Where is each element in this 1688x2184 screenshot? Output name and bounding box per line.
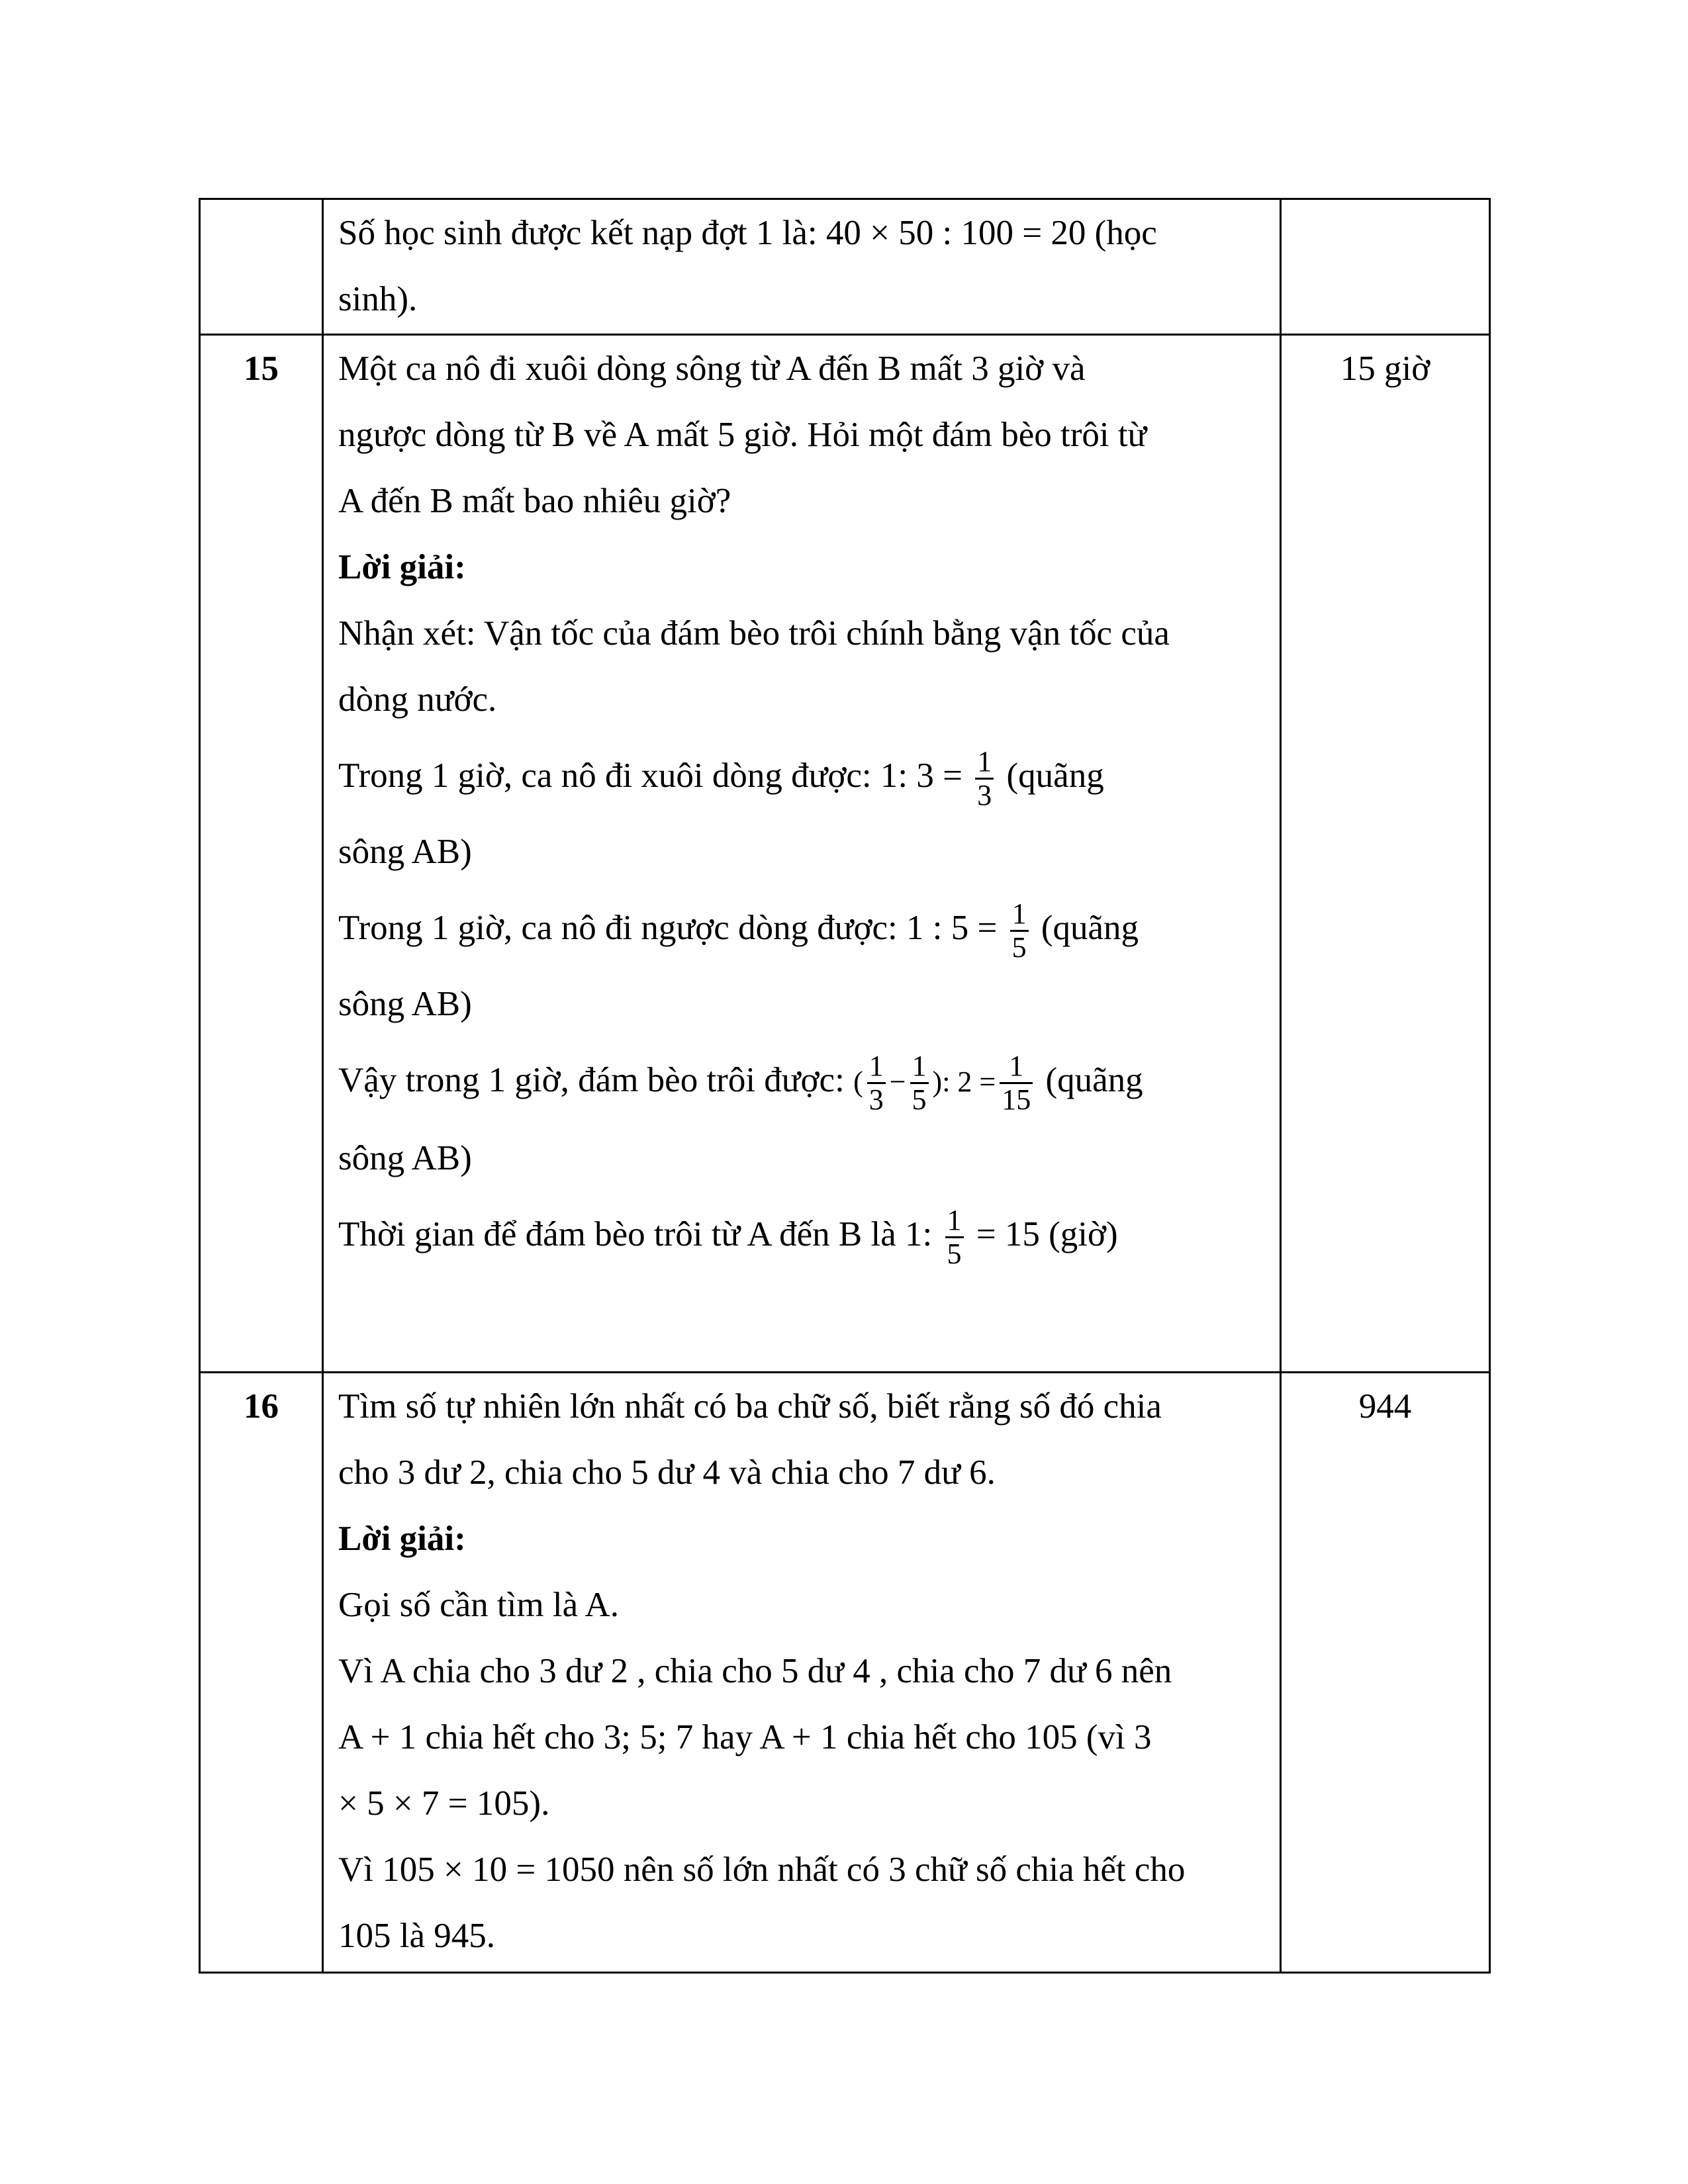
step-suffix: = 15 (giờ): [976, 1215, 1118, 1253]
table-row: [200, 199, 1490, 335]
row-content-cell: [323, 1373, 1281, 1973]
step-tail: sông AB): [338, 985, 472, 1023]
fraction-denominator: 5: [947, 1238, 962, 1271]
question-line: cho 3 dư 2, chia cho 5 dư 4 và chia cho 7 dư 6.: [338, 1453, 996, 1492]
step-suffix: (quãng: [1006, 756, 1104, 795]
table-row: [200, 1373, 1490, 1973]
step-tail: sông AB): [338, 1139, 472, 1177]
step-text: Trong 1 giờ, ca nô đi xuôi dòng được: 1: 3 =: [338, 756, 963, 795]
fraction-numerator: 1: [1000, 1050, 1033, 1084]
step-line: [338, 1191, 1270, 1277]
question-line: Tìm số tự nhiên lớn nhất có ba chữ số, biết rằng số đó chia: [338, 1387, 1162, 1426]
close-paren-divide: ): 2 =: [932, 1066, 996, 1098]
fraction: [1000, 1050, 1033, 1116]
remark-line: dòng nước.: [338, 680, 497, 719]
fraction-denominator: 5: [1011, 931, 1027, 964]
question-line: Một ca nô đi xuôi dòng sông từ A đến B mất 3 giờ và: [338, 349, 1086, 388]
remark-line: Nhận xét: Vận tốc của đám bèo trôi chính bằng vận tốc của: [338, 614, 1170, 653]
minus-sign: −: [889, 1066, 906, 1098]
fraction-denominator: 15: [1002, 1083, 1031, 1116]
fraction: [867, 1050, 886, 1116]
fraction-denominator: 3: [977, 779, 992, 812]
solution-line: Vì A chia cho 3 dư 2 , chia cho 5 dư 4 , chia cho 7 dư 6 nên: [338, 1652, 1172, 1690]
solution-line: A + 1 chia hết cho 3; 5; 7 hay A + 1 chia hết cho 105 (vì 3: [338, 1718, 1152, 1756]
fraction-numerator: 1: [975, 746, 994, 780]
solution-label: Lời giải:: [338, 548, 466, 586]
solution-line: Vì 105 × 10 = 1050 nên số lớn nhất có 3 chữ số chia hết cho: [338, 1850, 1186, 1889]
fraction: [945, 1205, 964, 1271]
row-answer-cell: [1281, 199, 1490, 335]
row-number-cell: 16: [200, 1373, 323, 1973]
row-number-cell: 15: [200, 335, 323, 1373]
step-text: Trong 1 giờ, ca nô đi ngược dòng được: 1 : 5 =: [338, 909, 998, 947]
step-line: [338, 885, 1270, 971]
solutions-table: [199, 198, 1491, 1974]
row-content-cell: [323, 335, 1281, 1373]
fraction-denominator: 5: [912, 1083, 927, 1116]
solution-line: × 5 × 7 = 105).: [338, 1784, 550, 1823]
step-suffix: (quãng: [1041, 909, 1139, 947]
solution-label: Lời giải:: [338, 1520, 466, 1558]
fraction: [975, 746, 994, 812]
row-answer-cell: 15 giờ: [1281, 335, 1490, 1373]
question-line: A đến B mất bao nhiêu giờ?: [338, 482, 731, 520]
fraction-denominator: 3: [868, 1083, 884, 1116]
step-text: Thời gian để đám bèo trôi từ A đến B là 1:: [338, 1215, 933, 1253]
fraction-numerator: 1: [1010, 898, 1029, 932]
question-line: ngược dòng từ B về A mất 5 giờ. Hỏi một đám bèo trôi từ: [338, 416, 1147, 454]
row-answer-cell: 944: [1281, 1373, 1490, 1973]
step-line: [338, 1037, 1270, 1125]
solution-line: 105 là 945.: [338, 1917, 495, 1955]
fraction-numerator: 1: [867, 1050, 886, 1084]
content-line: Số học sinh được kết nạp đợt 1 là: 40 × 50 : 100 = 20 (học: [338, 214, 1157, 252]
row-content-cell: [323, 199, 1281, 335]
step-tail: sông AB): [338, 833, 472, 871]
fraction-numerator: 1: [945, 1205, 964, 1238]
step-text: Vậy trong 1 giờ, đám bèo trôi được:: [338, 1061, 845, 1099]
fraction: [910, 1050, 929, 1116]
step-line: [338, 733, 1270, 819]
row-number-cell: [200, 199, 323, 335]
content-line: sinh).: [338, 280, 418, 318]
open-paren: (: [853, 1066, 863, 1098]
step-suffix: (quãng: [1045, 1061, 1143, 1099]
fraction: [1010, 898, 1029, 964]
fraction-numerator: 1: [910, 1050, 929, 1084]
solution-line: Gọi số cần tìm là A.: [338, 1586, 619, 1624]
table-row: [200, 335, 1490, 1373]
